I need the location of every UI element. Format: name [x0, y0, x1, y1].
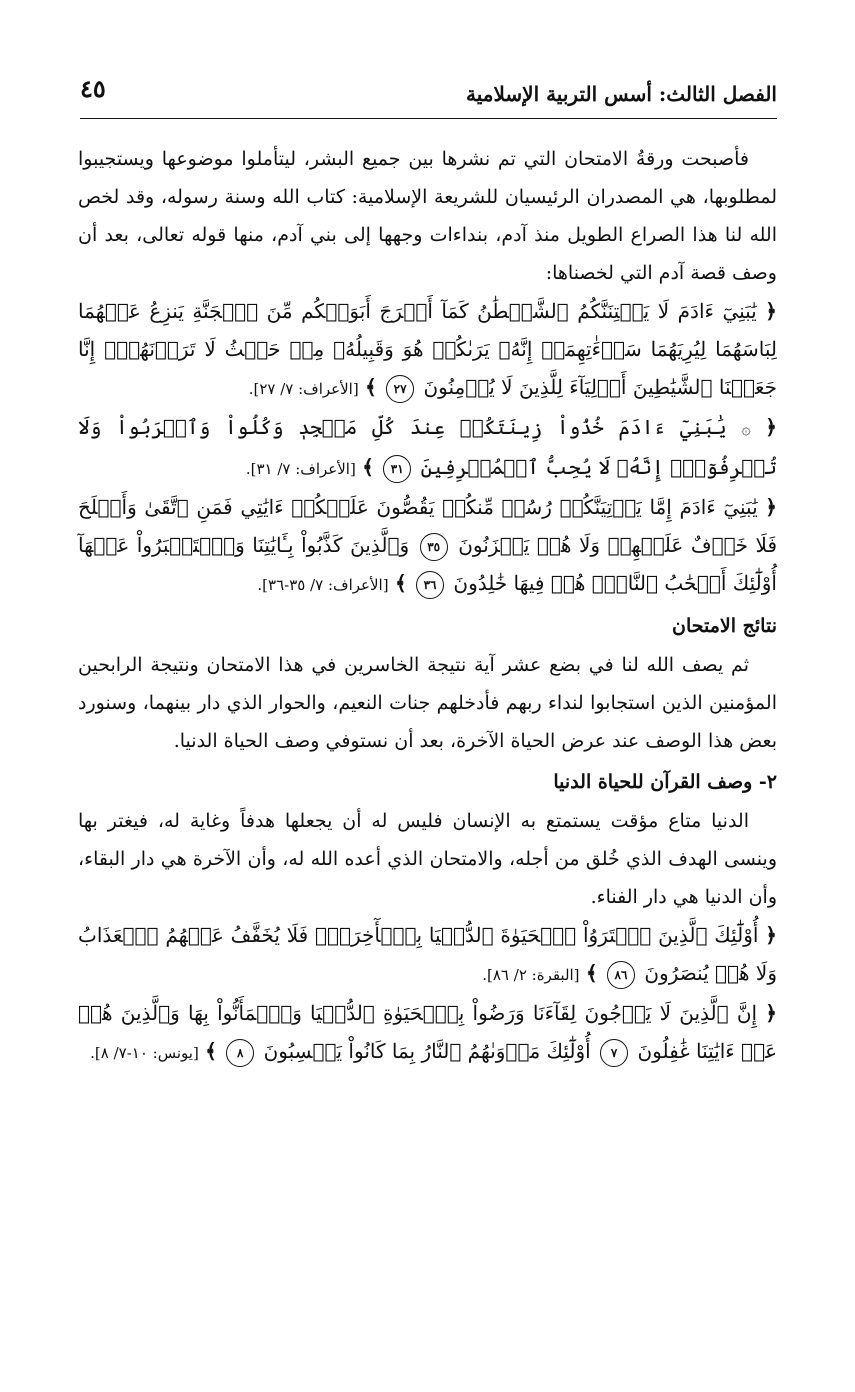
verse-close-bracket: ﴾ — [362, 455, 374, 479]
verse-close-bracket: ﴾ — [205, 1039, 217, 1063]
quran-verse-araf-27 — [78, 292, 777, 408]
verse-open-bracket: ﴿ — [765, 415, 778, 439]
verse-text: يَٰبَنِيٓ ءَادَمَ إِمَّا يَأۡتِيَنَّكُمۡ رُسُلٞ مِّنكُمۡ يَقُصُّونَ عَلَيۡكُمۡ ءَايَٰتِي فَمَنِ ٱتَّقَىٰ وَأَصۡلَحَ فَلَا خَوۡفٌ عَلَيۡهِمۡ وَلَا هُمۡ يَحۡزَنُونَ — [78, 495, 778, 557]
verse-open-bracket: ﴿ — [765, 1001, 777, 1025]
verse-open-bracket: ﴿ — [765, 923, 777, 947]
verse-text: وَٱلَّذِينَ كَذَّبُواْ بِـَٔايَٰتِنَا وَٱسۡتَكۡبَرُواْ عَنۡهَآ أُوْلَٰٓئِكَ أَصۡحَٰبُ ٱلنَّارِۖ هُمۡ فِيهَا خَٰلِدُونَ — [78, 533, 777, 595]
verse-open-bracket: ﴿ — [765, 495, 778, 519]
verse-text: أُوْلَٰٓئِكَ ٱلَّذِينَ ٱشۡتَرَوُاْ ٱلۡحَيَوٰةَ ٱلدُّنۡيَا بِٱلۡأٓخِرَةِۖ فَلَا يُخَفَّفُ عَنۡهُمُ ٱلۡعَذَابُ وَلَا هُمۡ يُنصَرُونَ — [78, 923, 777, 985]
verse-text: إِنَّ ٱلَّذِينَ لَا يَرۡجُونَ لِقَآءَنَا وَرَضُواْ بِٱلۡحَيَوٰةِ ٱلدُّنۡيَا وَٱطۡمَأَنُّواْ بِهَا وَٱلَّذِينَ هُمۡ عَنۡ ءَايَٰتِنَا غَٰفِلُونَ — [78, 1001, 777, 1063]
ayah-number-marker: ٨ — [226, 1039, 254, 1067]
quran-verse-baqarah-86 — [78, 916, 777, 994]
ayah-number-marker: ٨٦ — [607, 961, 635, 989]
ayah-number-marker: ٣١ — [383, 455, 411, 483]
paragraph-worldly-life: الدنيا متاع مؤقت يستمتع به الإنسان فليس له أن يجعلها هدفاً وغاية له، فيغتر بها وينسى الهدف الذي خُلق من أجله، والامتحان الذي أعده الله له، وأن الآخرة هي دار البقاء، وأن الدنيا هي دار الفناء. — [78, 810, 777, 908]
verse-reference: [الأعراف: ٧/ ٢٧]. — [248, 380, 359, 398]
page-number: ٤٥ — [80, 74, 106, 103]
paragraph-intro: فأصبحت ورقةُ الامتحان التي تم نشرها بين جميع البشر، ليتأملوا موضوعها ويستجيبوا لمطلوبها، هي المصدران الرئيسيان للشريعة الإسلامية: كتاب الله وسنة رسوله، وقد لخص الله لنا هذا الصراع الطويل منذ آدم، بنداءات وجهها إلى بني آدم، منها قوله تعالى، بعد أن وصف قصة آدم التي لخصناها: — [78, 148, 777, 284]
section-heading-exam-results: نتائج الامتحان — [671, 615, 777, 637]
rub-el-hizb-icon: ۞ — [741, 419, 751, 438]
verse-reference: [البقرة: ٢/ ٨٦]. — [482, 966, 580, 984]
page-header — [80, 70, 777, 119]
quran-verse-araf-35-36 — [78, 488, 777, 604]
chapter-title: الفصل الثالث: أسس التربية الإسلامية — [466, 82, 777, 106]
page-body — [78, 140, 777, 1072]
section-heading-worldly-life: ٢- وصف القرآن للحياة الدنيا — [553, 771, 777, 793]
verse-close-bracket: ﴾ — [585, 961, 598, 985]
verse-close-bracket: ﴾ — [365, 375, 377, 399]
verse-close-bracket: ﴾ — [394, 571, 407, 595]
quran-verse-araf-31 — [78, 408, 777, 488]
verse-text: يَٰبَنِيٓ ءَادَمَ خُذُواْ زِينَتَكُمۡ عِندَ كُلِّ مَسۡجِدٖ وَكُلُواْ وَٱشۡرَبُواْ وَلَا تُسۡرِفُوٓاْۚ إِنَّهُۥ لَا يُحِبُّ ٱلۡمُسۡرِفِينَ — [78, 415, 777, 479]
quran-verse-yunus-7-8 — [78, 994, 777, 1072]
paragraph-exam-results: ثم يصف الله لنا في بضع عشر آية نتيجة الخاسرين في هذا الامتحان ونتيجة الرابحين المؤمنين الذين استجابوا لنداء ربهم فأدخلهم جنات النعيم، والحوار الذي دار بينهما، وسنورد بعض هذا الوصف عند عرض الحياة الآخرة، بعد أن نستوفي وصف الحياة الدنيا. — [78, 654, 777, 752]
ayah-number-marker: ٧ — [600, 1039, 628, 1067]
verse-open-bracket: ﴿ — [765, 299, 778, 323]
verse-reference: [الأعراف: ٧/ ٣١]. — [245, 460, 356, 478]
ayah-number-marker: ٣٥ — [420, 533, 448, 561]
ayah-number-marker: ٢٧ — [386, 375, 414, 403]
verse-text: يَٰبَنِيٓ ءَادَمَ لَا يَفۡتِنَنَّكُمُ ٱلشَّيۡطَٰنُ كَمَآ أَخۡرَجَ أَبَوَيۡكُم مِّنَ ٱلۡجَنَّةِ يَنزِعُ عَنۡهُمَا لِبَاسَهُمَا لِيُرِيَهُمَا سَوۡءَٰتِهِمَآۚ إِنَّهُۥ يَرَىٰكُمۡ هُوَ وَقَبِيلُهُۥ مِنۡ حَيۡثُ لَا تَرَوۡنَهُمۡۗ إِنَّا جَعَلۡنَا ٱلشَّيَٰطِينَ أَوۡلِيَآءَ لِلَّذِينَ لَا يُؤۡمِنُونَ — [78, 299, 777, 399]
ayah-number-marker: ٣٦ — [416, 571, 444, 599]
verse-reference: [الأعراف: ٧/ ٣٥-٣٦]. — [257, 576, 389, 594]
verse-reference: [يونس: ١٠-٧/ ٨]. — [90, 1044, 199, 1062]
verse-text: أُوْلَٰٓئِكَ مَأۡوَىٰهُمُ ٱلنَّارُ بِمَا كَانُواْ يَكۡسِبُونَ — [263, 1039, 591, 1063]
